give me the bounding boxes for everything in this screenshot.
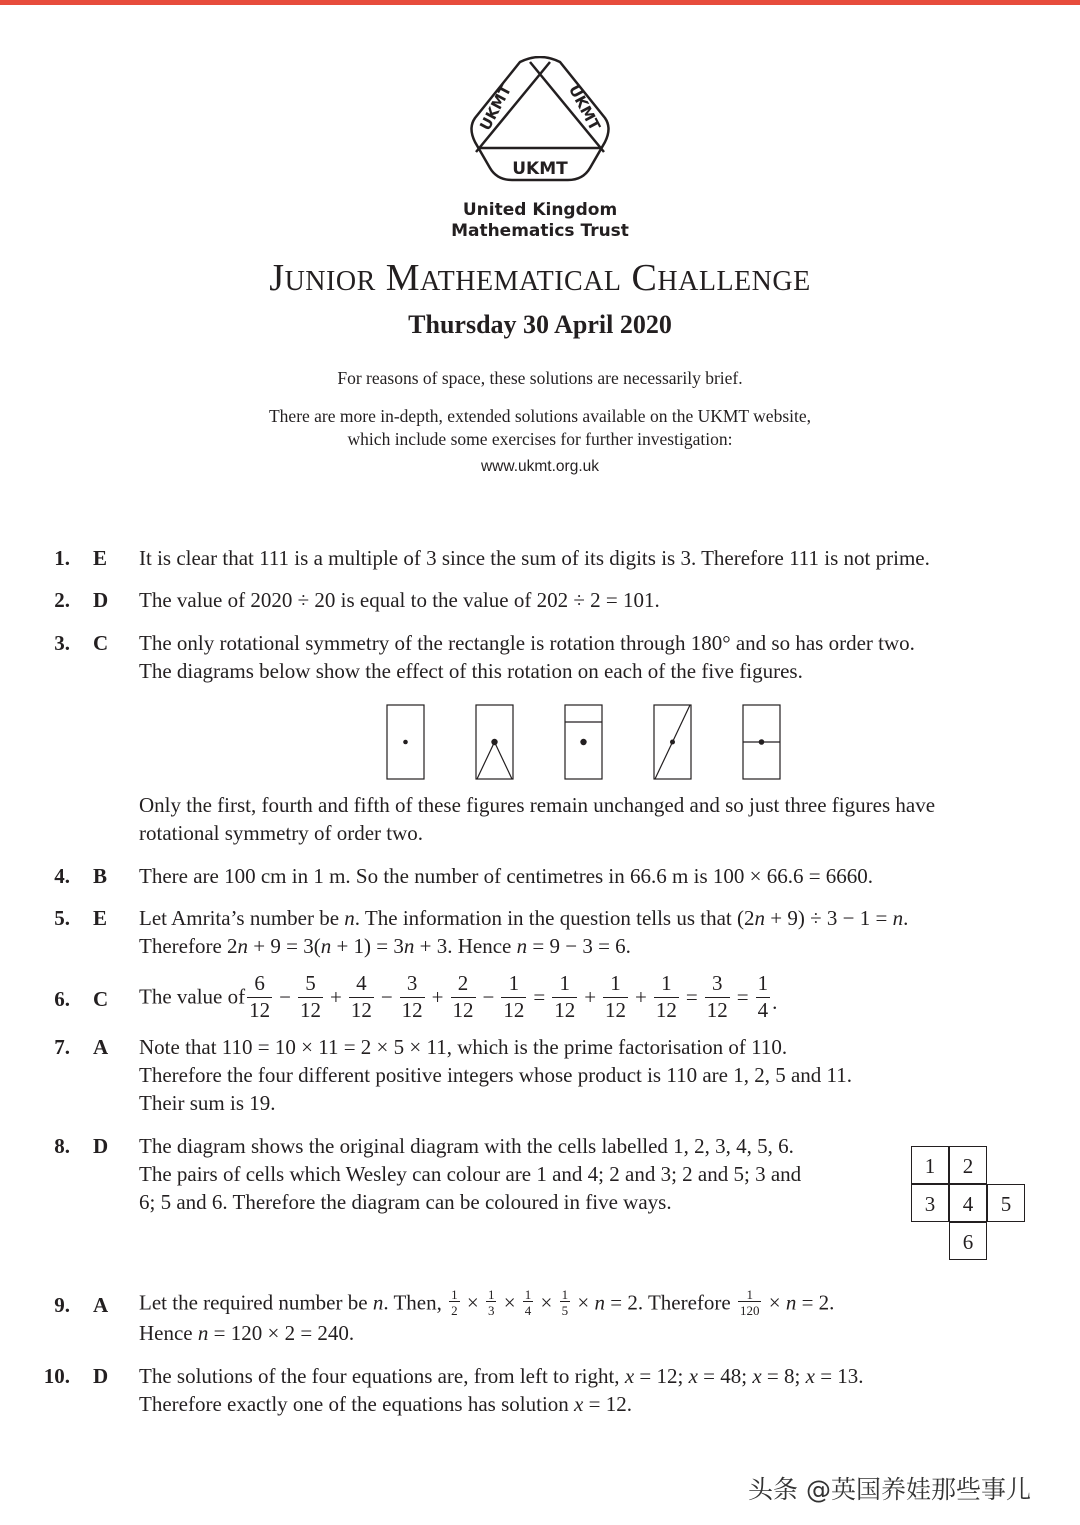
- solution-text: Their sum is 19.: [139, 1091, 276, 1115]
- fraction: $\frac{1}{12}$: [503, 971, 525, 1022]
- grid-cell: 1: [911, 1146, 949, 1184]
- answer-letter: E: [93, 906, 108, 930]
- fraction: $\frac{1}{12}$: [655, 971, 677, 1022]
- ukmt-logo: [468, 56, 612, 186]
- solution-text: The pairs of cells which Wesley can colour are 1 and 4; 2 and 3; 2 and 5; 3 and: [139, 1162, 802, 1186]
- question-number: 5.: [54, 906, 70, 930]
- intro-note-3: which include some exercises for further investigation:: [347, 429, 733, 449]
- logo-text: UKMT: [512, 159, 568, 179]
- solution-text: Therefore 2n + 9 = 3(n + 1) = 3n + 3. Hence n = 9 − 3 = 6.: [139, 934, 631, 958]
- grid-cell: 6: [949, 1222, 987, 1260]
- fraction: $\frac{1}{4}$: [757, 971, 769, 1022]
- fraction: $\frac{3}{12}$: [401, 971, 423, 1022]
- fraction: $\frac{4}{12}$: [350, 971, 372, 1022]
- solution-text: The only rotational symmetry of the rectangle is rotation through 180° and so has order two.: [139, 631, 915, 655]
- question-number: 8.: [54, 1134, 70, 1158]
- solution-text: It is clear that 111 is a multiple of 3 since the sum of its digits is 3. Therefore 111 is not prime.: [139, 546, 930, 570]
- operator: =: [533, 984, 546, 1009]
- grid-cell: 2: [949, 1146, 987, 1184]
- question-number: 2.: [54, 588, 70, 612]
- question-number: 3.: [54, 631, 70, 655]
- operator: +: [329, 984, 342, 1009]
- grid-cell: 3: [911, 1184, 949, 1222]
- fraction: $\frac{6}{12}$: [249, 971, 271, 1022]
- solution-text: The diagrams below show the effect of this rotation on each of the five figures.: [139, 659, 803, 683]
- question-number: 7.: [54, 1035, 70, 1059]
- page-title: JUNIOR MATHEMATICAL CHALLENGE: [269, 257, 811, 299]
- solution-text: Let the required number be n. Then, $\frac{1}{2}$ × $\frac{1}{3}$ × $\frac{1}{4}$ × $\frac{1}{5}$ × n = 2. Therefore $\frac{1}{120}$ × n = 2.: [139, 1287, 835, 1318]
- question-number: 9.: [54, 1293, 70, 1317]
- intro-note-1: For reasons of space, these solutions are necessarily brief.: [337, 368, 743, 388]
- logo-text-right: UKMT: [564, 81, 604, 134]
- fraction: $\frac{5}{12}$: [299, 971, 321, 1022]
- question-number: 10.: [43, 1364, 70, 1388]
- solution-text: The value of $\frac{6}{12}$ − $\frac{5}{12}$ + $\frac{4}{12}$ − $\frac{3}{12}$ + $\frac{2}{12}$ − $\frac{1}{12}$ = $\frac{1}{12}$ + $\frac{1}{12}$ + $\frac{1}{12}$ = $\frac{3}{12}$ = $\frac{1}{4}$ .: [139, 971, 778, 1022]
- solution-text: Therefore the four different positive integers whose product is 110 are 1, 2, 5 and 11.: [139, 1063, 853, 1087]
- solution-text: The solutions of the four equations are, from left to right, x = 12; x = 48; x = 8; x = 13.: [139, 1364, 864, 1388]
- question-number: 1.: [54, 546, 70, 570]
- answer-letter: C: [93, 631, 109, 655]
- logo-text-left: UKMT: [476, 81, 516, 134]
- operator: =: [685, 984, 698, 1009]
- answer-letter: D: [93, 1134, 109, 1158]
- operator: +: [584, 984, 597, 1009]
- fraction: $\frac{2}{12}$: [452, 971, 474, 1022]
- fraction: $\frac{3}{12}$: [706, 971, 728, 1022]
- rotation-figures-diagram: [386, 704, 782, 780]
- operator: =: [736, 984, 749, 1009]
- solution-text: Let Amrita’s number be n. The information in the question tells us that (2n + 9) ÷ 3 − 1 = n.: [139, 906, 909, 930]
- solution-text: 6; 5 and 6. Therefore the diagram can be coloured in five ways.: [139, 1190, 672, 1214]
- operator: −: [482, 984, 495, 1009]
- ukmt-website-link[interactable]: www.ukmt.org.uk: [480, 458, 599, 475]
- fraction: $\frac{1}{12}$: [605, 971, 627, 1022]
- answer-letter: A: [93, 1035, 109, 1059]
- org-name-line1: United Kingdom: [462, 200, 618, 220]
- operator: −: [380, 984, 393, 1009]
- question-number: 4.: [54, 864, 70, 888]
- intro-note-2: There are more in-depth, extended solutions available on the UKMT website,: [268, 406, 811, 426]
- answer-letter: C: [93, 987, 109, 1011]
- solution-text: The value of 2020 ÷ 20 is equal to the value of 202 ÷ 2 = 101.: [139, 588, 660, 612]
- answer-letter: A: [93, 1293, 109, 1317]
- fraction: $\frac{1}{12}$: [554, 971, 576, 1022]
- solution-text: Therefore exactly one of the equations has solution x = 12.: [139, 1392, 632, 1416]
- top-accent-bar: [0, 0, 1080, 5]
- operator: +: [431, 984, 444, 1009]
- question-number: 6.: [54, 987, 70, 1011]
- solution-text: The diagram shows the original diagram with the cells labelled 1, 2, 3, 4, 5, 6.: [139, 1134, 794, 1158]
- solution-text: Note that 110 = 10 × 11 = 2 × 5 × 11, which is the prime factorisation of 110.: [139, 1035, 788, 1059]
- answer-letter: E: [93, 546, 108, 570]
- solution-text: Hence n = 120 × 2 = 240.: [139, 1321, 355, 1345]
- grid-cell: 4: [949, 1184, 987, 1222]
- solution-text: Only the first, fourth and fifth of these figures remain unchanged and so just three figures have: [139, 793, 936, 817]
- answer-letter: B: [93, 864, 108, 888]
- exam-date: Thursday 30 April 2020: [408, 310, 672, 339]
- solution-text: rotational symmetry of order two.: [139, 821, 424, 845]
- answer-letter: D: [93, 588, 109, 612]
- operator: −: [279, 984, 291, 1009]
- cell-grid-diagram: [911, 1146, 1028, 1262]
- operator: +: [635, 984, 647, 1009]
- operator: .: [772, 990, 778, 1014]
- org-name-line2: Mathematics Trust: [451, 221, 629, 241]
- watermark: 头条 @英国养娃那些事儿: [748, 1475, 1031, 1504]
- answer-letter: D: [93, 1364, 109, 1388]
- solution-text: There are 100 cm in 1 m. So the number of centimetres in 66.6 m is 100 × 66.6 = 6660.: [139, 864, 874, 888]
- grid-cell: 5: [987, 1184, 1025, 1222]
